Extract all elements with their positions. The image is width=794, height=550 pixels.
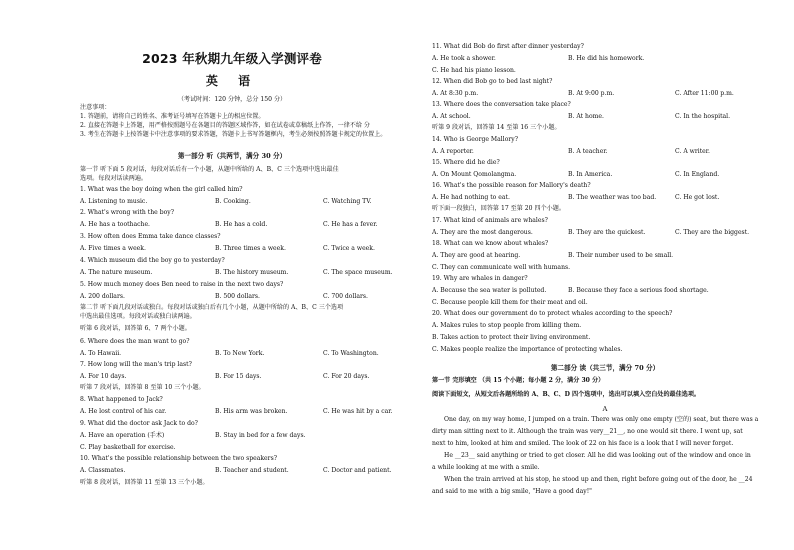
question: 1. What was the boy doing when the girl called him? bbox=[80, 186, 243, 193]
option-c: C. Because people kill them for their meat and oil. bbox=[432, 299, 588, 306]
option-b: B. He did his homework. bbox=[568, 55, 645, 62]
option-a: A. They are good at hearing. bbox=[432, 252, 521, 259]
option-c: C. For 20 days. bbox=[323, 373, 370, 380]
option-a: A. A reporter. bbox=[432, 148, 474, 155]
option-c: C. The space museum. bbox=[323, 269, 393, 276]
passage-line: He __23__ said anything or tried to get closer. All he did was looking out of the window and once in bbox=[444, 452, 751, 459]
note-line: 3. 考生在答题卡上按答题卡中注意事项的要求答题，答题卡上书写答题框内，考生必须按照答题卡规定的位置上。 bbox=[80, 131, 387, 138]
question: 2. What's wrong with the boy? bbox=[80, 209, 174, 216]
group-instruction: 听第 8 段对话，回答第 11 至第 13 三个小题。 bbox=[80, 479, 209, 486]
section-intro: 第一节 听下面 5 段对话，每段对话后有一个小题，从题中所给的 A、B、C 三个选项中选出最佳 bbox=[80, 166, 339, 173]
option-c: C. Watching TV. bbox=[323, 198, 372, 205]
option-a: A. For 10 days. bbox=[80, 373, 127, 380]
question: 17. What kind of animals are whales? bbox=[432, 217, 548, 224]
question: 3. How often does Emma take dance classes? bbox=[80, 233, 221, 240]
notes-heading: 注意事项： bbox=[80, 104, 111, 111]
option-b: B. Cooking. bbox=[215, 198, 251, 205]
group-instruction: 听第 9 段对话，回答第 14 至第 16 三个小题。 bbox=[432, 124, 561, 131]
option-c: C. Play basketball for exercise. bbox=[80, 444, 176, 451]
option-b: B. To New York. bbox=[215, 350, 265, 357]
question: 19. Why are whales in danger? bbox=[432, 275, 528, 282]
section-intro: 第二节 听下面几段对话或独白。每段对话或独白后有几个小题，从题中所给的 A、B、C 三个选项 bbox=[80, 304, 344, 311]
option-a: A. 200 dollars. bbox=[80, 293, 125, 300]
part1-title: 第一部分 听（共两节，满分 30 分） bbox=[177, 152, 287, 160]
option-a: A. Listening to music. bbox=[80, 198, 148, 205]
option-a: A. He lost control of his car. bbox=[80, 408, 167, 415]
group-instruction: 听下面一段独白，回答第 17 至第 20 四个小题。 bbox=[432, 205, 565, 212]
question: 15. Where did he die? bbox=[432, 159, 500, 166]
section-intro: 中选出最佳选项。每段对话或独白读两遍。 bbox=[80, 313, 196, 320]
exam-title: 2023 年秋期九年级入学测评卷 bbox=[142, 51, 322, 66]
option-b: B. His arm was broken. bbox=[215, 408, 288, 415]
option-c: C. He was hit by a car. bbox=[323, 408, 393, 415]
cloze-instruction: 阅读下面短文，从短文后各题所给的 A、B、C、D 四个选项中，选出可以填入空白处的最佳选项。 bbox=[432, 391, 701, 398]
option-b: B. They are the quickest. bbox=[568, 229, 646, 236]
option-b: B. A teacher. bbox=[568, 148, 608, 155]
option-b: B. At home. bbox=[568, 113, 604, 120]
exam-info: （考试时间：120 分钟，总分 150 分） bbox=[177, 96, 287, 103]
option-a: A. The nature museum. bbox=[80, 269, 153, 276]
option-c: C. To Washington. bbox=[323, 350, 379, 357]
option-a: A. At school. bbox=[432, 113, 471, 120]
option-c: C. They can communicate well with humans. bbox=[432, 264, 571, 271]
passage-label: A bbox=[602, 405, 608, 413]
note-line: 2. 直接在答题卡上答题，用严格按照题号在各题目的答题区域作答，如在试卷或草稿纸上作答，一律不给 分 bbox=[80, 122, 370, 129]
option-a: A. He had nothing to eat. bbox=[432, 194, 510, 201]
passage-line: next to him, looked at him and smiled. The look of 22 on his face is a look that I will never forget. bbox=[432, 440, 734, 447]
option-c: C. He has a fever. bbox=[323, 221, 378, 228]
option-b: B. For 15 days. bbox=[215, 373, 262, 380]
option-a: A. On Mount Qomolangma. bbox=[432, 171, 517, 178]
question: 13. Where does the conversation take place? bbox=[432, 101, 571, 108]
option-b: B. Because they face a serious food shortage. bbox=[568, 287, 709, 294]
option-b: B. The history museum. bbox=[215, 269, 289, 276]
passage-line: a while looking at me with a smile. bbox=[432, 464, 540, 471]
question: 8. What happened to Jack? bbox=[80, 396, 163, 403]
passage-line: When the train arrived at his stop, he stood up and then, right before going out of the door, he __24 bbox=[444, 476, 753, 483]
question: 16. What's the possible reason for Mallory's death? bbox=[432, 182, 591, 189]
option-c: C. Doctor and patient. bbox=[323, 467, 392, 474]
option-c: C. 700 dollars. bbox=[323, 293, 368, 300]
group-instruction: 听第 7 段对话，回答第 8 至第 10 三个小题。 bbox=[80, 384, 205, 391]
option-b: B. At 9:00 p.m. bbox=[568, 90, 615, 97]
option-a: A. At 8:30 p.m. bbox=[432, 90, 479, 97]
question: 11. What did Bob do first after dinner yesterday? bbox=[432, 43, 584, 50]
exam-subject: 英 语 bbox=[205, 74, 259, 88]
question: 14. Who is George Mallory? bbox=[432, 136, 518, 143]
option-a: A. To Hawaii. bbox=[80, 350, 122, 357]
question: 7. How long will the man's trip last? bbox=[80, 361, 192, 368]
option-c: C. After 11:00 p.m. bbox=[675, 90, 734, 97]
question: 18. What can we know about whales? bbox=[432, 240, 549, 247]
option-a: A. Classmates. bbox=[80, 467, 126, 474]
option-b: B. In America. bbox=[568, 171, 613, 178]
question: 4. Which museum did the boy go to yesterday? bbox=[80, 257, 225, 264]
option-a: A. Because the sea water is polluted. bbox=[432, 287, 547, 294]
option-a: A. He has a toothache. bbox=[80, 221, 150, 228]
option-a: A. Have an operation (手术) bbox=[80, 432, 165, 439]
option-c: C. In the hospital. bbox=[675, 113, 731, 120]
question: 6. Where does the man want to go? bbox=[80, 338, 190, 345]
question: 20. What does our government do to protect whales according to the speech? bbox=[432, 310, 673, 317]
option-b: B. He has a cold. bbox=[215, 221, 268, 228]
option-c: C. Makes people realize the importance of protecting whales. bbox=[432, 346, 623, 353]
option-c: C. They are the biggest. bbox=[675, 229, 750, 236]
option-b: B. Three times a week. bbox=[215, 245, 286, 252]
option-b: B. Teacher and student. bbox=[215, 467, 289, 474]
question: 5. How much money does Ben need to raise in the next two days? bbox=[80, 281, 284, 288]
option-a: A. Five times a week. bbox=[80, 245, 146, 252]
option-c: C. In England. bbox=[675, 171, 720, 178]
section-intro: 选项。每段对话读两遍。 bbox=[80, 175, 148, 182]
group-instruction: 听第 6 段对话，回答第 6、7 两个小题。 bbox=[80, 325, 191, 332]
option-a: A. They are the most dangerous. bbox=[432, 229, 533, 236]
part2-title: 第二部分 读（共三节，满分 70 分） bbox=[550, 364, 660, 372]
option-c: C. He had his piano lesson. bbox=[432, 67, 516, 74]
question: 9. What did the doctor ask Jack to do? bbox=[80, 420, 198, 427]
option-a: A. He took a shower. bbox=[432, 55, 496, 62]
passage-line: One day, on my way home, I jumped on a train. There was only one empty (空的) seat, but there was a bbox=[444, 416, 759, 423]
note-line: 1. 答题前，请将自己的姓名、准考证号填写在答题卡上的相应位置。 bbox=[80, 113, 265, 120]
passage-line: and said to me with a big smile, "Have a good day!" bbox=[432, 488, 592, 495]
option-a: A. Makes rules to stop people from killing them. bbox=[432, 322, 582, 329]
question: 12. When did Bob go to bed last night? bbox=[432, 78, 553, 85]
passage-line: dirty man sitting next to it. Although the train was very__21__, no one would sit there. I went up, sat bbox=[432, 428, 743, 435]
question: 10. What's the possible relationship between the two speakers? bbox=[80, 455, 277, 462]
option-c: C. A writer. bbox=[675, 148, 710, 155]
option-b: B. The weather was too bad. bbox=[568, 194, 657, 201]
section-cloze: 第一节 完形填空 （共 15 个小题；每小题 2 分，满分 30 分） bbox=[432, 377, 605, 384]
option-b: B. Their number used to be small. bbox=[568, 252, 674, 259]
option-c: C. He got lost. bbox=[675, 194, 720, 201]
option-b: B. Stay in bed for a few days. bbox=[215, 432, 306, 439]
option-c: C. Twice a week. bbox=[323, 245, 375, 252]
option-b: B. Takes action to protect their living environment. bbox=[432, 334, 591, 341]
option-b: B. 500 dollars. bbox=[215, 293, 260, 300]
